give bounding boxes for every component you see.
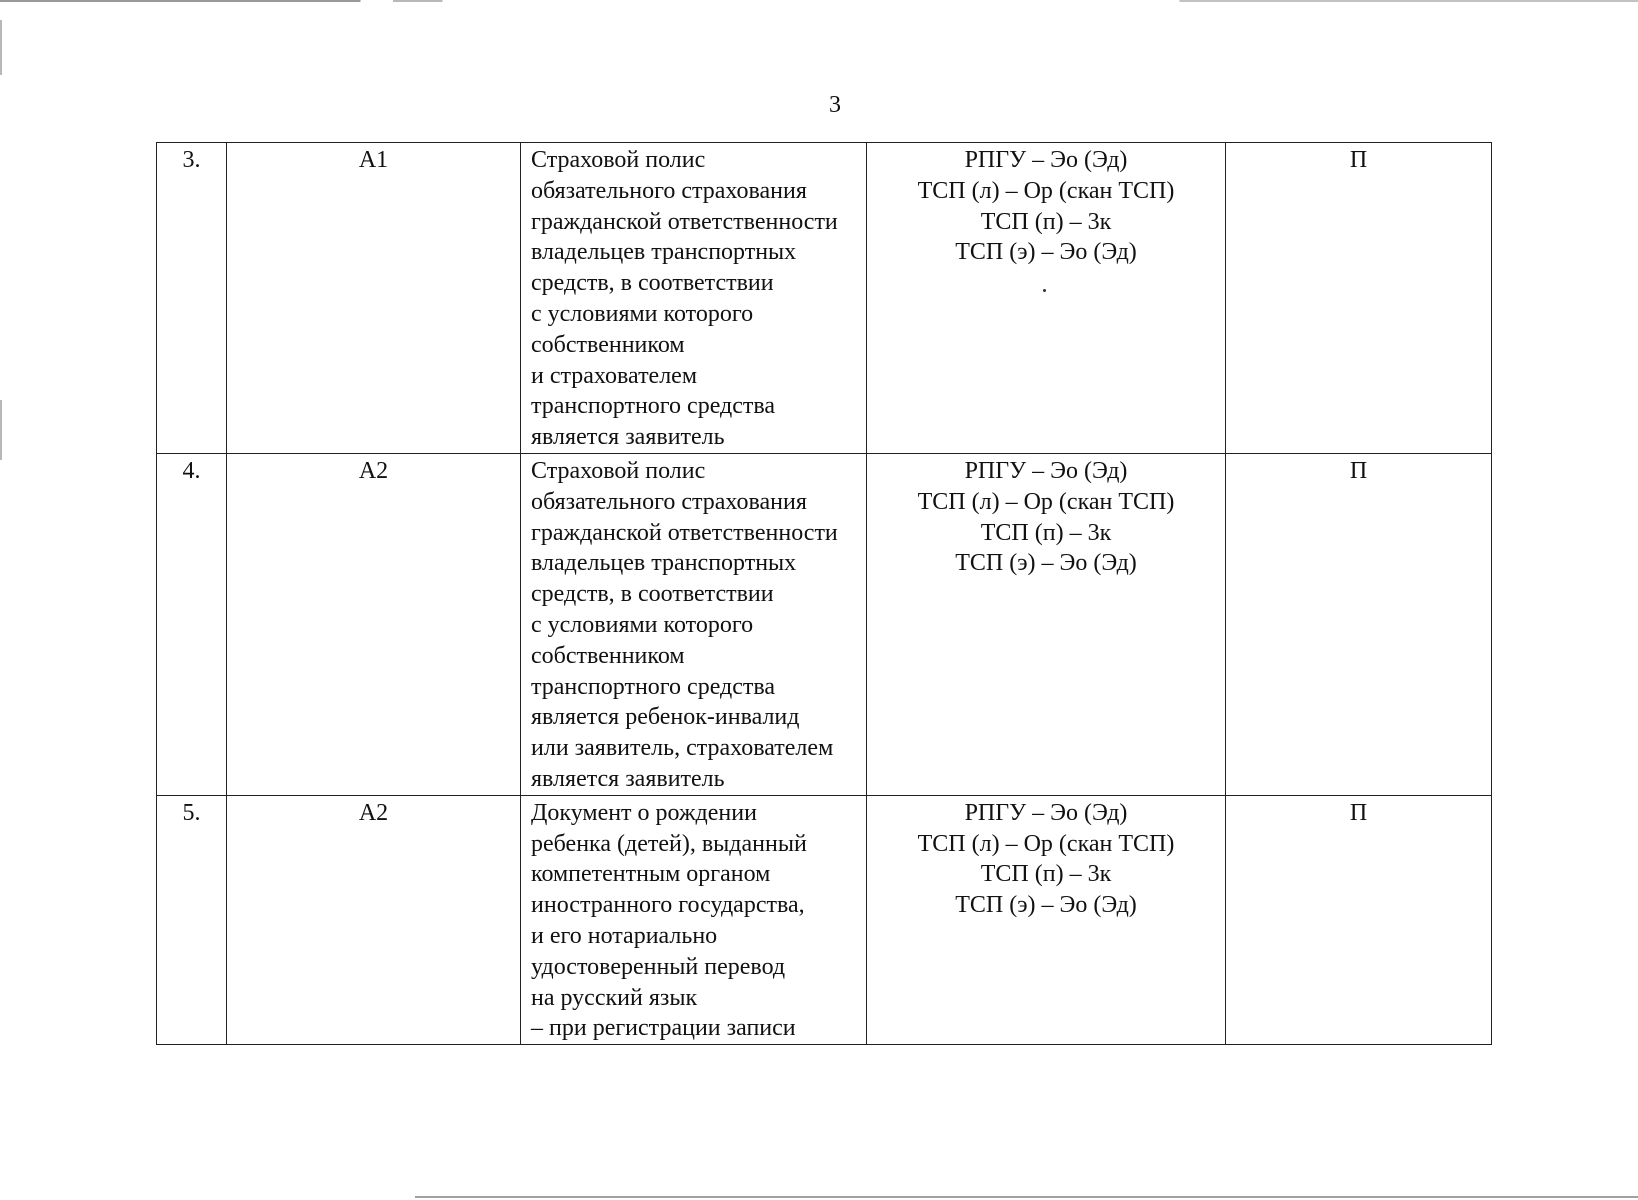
scan-edge-left [0,400,2,460]
document-line: ребенка (детей), выданный [531,830,807,857]
document-line: является заявитель [531,424,725,451]
document-line: средств, в соответствии [531,270,774,297]
row-number-cell: 5. [157,795,227,1044]
method-line: ТСП (л) – Ор (скан ТСП) [917,177,1175,204]
document-line: обязательного страхования [531,488,807,515]
document-line: компетентным органом [531,861,771,888]
document-line: транспортного средства [531,673,776,700]
method-line: РПГУ – Эо (Эд) [964,457,1128,484]
document-line: – при регистрации записи [531,1015,796,1042]
submission-method-cell [867,795,1226,1044]
document-line: удостоверенный перевод [531,953,786,980]
document-line: транспортного средства [531,393,776,420]
document-line: с условиями которого [531,611,754,638]
method-line: ТСП (э) – Эо (Эд) [955,892,1137,919]
document-line: является заявитель [531,765,725,792]
method-line: ТСП (п) – 3к [980,208,1112,235]
scan-edge-top [0,0,1638,2]
document-name-cell [521,795,867,1044]
submission-method-cell [867,143,1226,454]
document-name-cell [521,453,867,795]
document-line: средств, в соответствии [531,581,774,608]
document-name-cell [521,143,867,454]
flag-cell: П [1226,143,1492,454]
scan-speck [1043,289,1046,292]
page-number: 3 [829,92,841,118]
scan-edge-left [0,20,2,75]
table-row [157,795,1492,1044]
method-line: ТСП (э) – Эо (Эд) [955,239,1137,266]
table-row [157,453,1492,795]
document-line: владельцев транспортных [531,550,797,577]
document-line: Страховой полис [531,457,706,484]
document-line: является ребенок-инвалид [531,704,800,731]
method-line: ТСП (л) – Ор (скан ТСП) [917,830,1175,857]
document-line: на русский язык [531,984,698,1011]
row-number-cell: 3. [157,143,227,454]
table-row [157,143,1492,454]
documents-table [156,142,1492,1045]
document-line: иностранного государства, [531,892,805,919]
document-line: собственником [531,331,685,358]
method-line: ТСП (л) – Ор (скан ТСП) [917,488,1175,515]
method-line: ТСП (п) – 3к [980,861,1112,888]
category-code-cell: А2 [227,453,521,795]
document-line: или заявитель, страхователем [531,735,834,762]
document-line: обязательного страхования [531,177,807,204]
flag-cell: П [1226,453,1492,795]
method-line: ТСП (п) – 3к [980,519,1112,546]
document-line: с условиями которого [531,300,754,327]
document-line: и его нотариально [531,922,718,949]
scan-edge-bottom [415,1196,1638,1198]
category-code-cell: А1 [227,143,521,454]
category-code-cell: А2 [227,795,521,1044]
document-line: и страхователем [531,362,698,389]
document-line: собственником [531,642,685,669]
method-line: РПГУ – Эо (Эд) [964,147,1128,173]
method-line: ТСП (э) – Эо (Эд) [955,550,1137,577]
document-line: Документ о рождении [531,799,757,826]
document-line: владельцев транспортных [531,239,797,266]
document-line: Страховой полис [531,147,706,173]
document-line: гражданской ответственности [531,208,838,235]
document-line: гражданской ответственности [531,519,838,546]
row-number-cell: 4. [157,453,227,795]
submission-method-cell [867,453,1226,795]
method-line: РПГУ – Эо (Эд) [964,799,1128,826]
flag-cell: П [1226,795,1492,1044]
